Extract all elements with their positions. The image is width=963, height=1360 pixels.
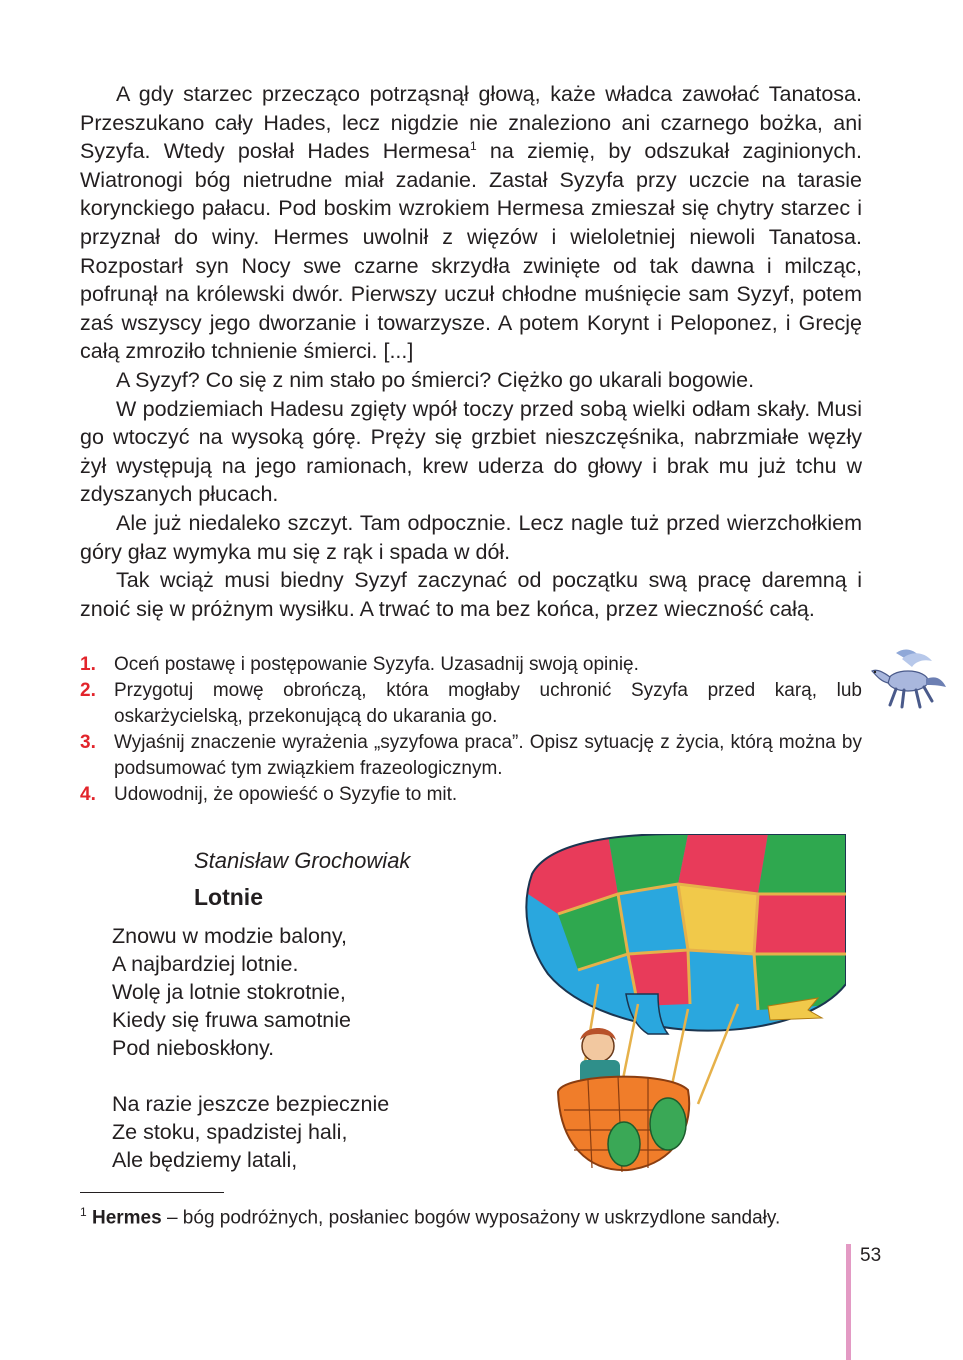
poem-stanza-2	[112, 1090, 502, 1174]
task-item	[80, 652, 862, 678]
poem-line: Ale będziemy latali,	[112, 1148, 298, 1172]
paragraph-4: Ale już niedaleko szczyt. Tam odpocznie. Lecz nagle tuż przed wierzchołkiem góry głaz wymyka mu się z rąk i spada w dół.	[80, 510, 862, 564]
footnote-text: – bóg podróżnych, posłaniec bogów wyposażony w uskrzydlone sandały.	[161, 1207, 781, 1229]
paragraph-3: W podziemiach Hadesu zgięty wpół toczy przed sobą wielki odłam skały. Musi go wtoczyć na wysoką górę. Pręży się grzbiet nieszczęśnika, nabrzmiałe węzły żył występują na jego ramionach, krew uderza do głowy i brak mu już tchu w zdyszanych płucach.	[80, 396, 862, 507]
task-item	[80, 782, 862, 808]
poem-line: Kiedy się fruwa samotnie	[112, 1008, 351, 1032]
footnote-reference[interactable]: 1	[469, 139, 477, 154]
paragraph-1-part-b: na ziemię, by odszukał zaginionych. Wiatronogi bóg nietrudne miał zadanie. Zastał Syzyfa przy uczcie na tarasie korynckiego pałacu. Pod boskim wzrokiem Hermesa zmieszał się chytry starzec i przyznał do winy. Hermes uwolnił z więzów i wieloletniej niewoli Tanatosa. Rozpostarł syn Nocy swe czarne skrzydła zwinięte od tak dawna i milcząc, pofrunął na królewski dwór. Pierwszy uczuł chłodne muśnięcie sam Syzyf, potem zaś wszyscy jego dworzanie i towarzysze. A potem Korynt i Peloponez, i Grecję całą zmroziło tchnienie śmierci. [...]	[80, 139, 862, 364]
poem-line: A najbardziej lotnie.	[112, 952, 299, 976]
paragraph-1-part-a: A gdy starzec przecząco potrząsnął głową, każe władca zawołać Tanatosa. Przeszukano cały Hades, lecz nigdzie nie znaleziono ani czarnego bożka, ani Syzyfa. Wtedy posłał Hades Hermesa	[80, 82, 862, 164]
task-item	[80, 730, 862, 782]
poem-stanza-1	[112, 922, 502, 1062]
myth-prose	[80, 80, 862, 623]
poem-author: Stanisław Grochowiak	[194, 848, 411, 873]
poem-title: Lotnie	[194, 884, 263, 910]
poem-line: Pod nieboskłony.	[112, 1036, 275, 1060]
footnote-term: Hermes	[91, 1207, 162, 1229]
task-text: Udowodnij, że opowieść o Syzyfie to mit.	[114, 784, 458, 805]
poem-line: Wolę ja lotnie stokrotnie,	[112, 980, 346, 1004]
task-text: Wyjaśnij znaczenie wyrażenia „syzyfowa praca”. Opisz sytuację z życia, którą można by podsumować tym związkiem frazeologicznym.	[114, 732, 862, 779]
page-number: 53	[860, 1245, 882, 1266]
hot-air-balloon-illustration	[518, 834, 846, 1178]
pegasus-icon	[866, 645, 948, 715]
poem-line: Ze stoku, spadzistej hali,	[112, 1120, 348, 1144]
footnote	[80, 1199, 880, 1231]
page-edge-bar	[846, 1244, 851, 1360]
paragraph-2: A Syzyf? Co się z nim stało po śmierci? Ciężko go ukarali bogowie.	[116, 367, 755, 392]
paragraph-1	[80, 80, 862, 366]
task-number: 4.	[80, 784, 96, 805]
task-number: 1.	[80, 654, 96, 675]
poem-line: Znowu w modzie balony,	[112, 924, 348, 948]
task-item	[80, 678, 862, 730]
task-text: Oceń postawę i postępowanie Syzyfa. Uzasadnij swoją opinię.	[114, 654, 639, 675]
task-text: Przygotuj mowę obrończą, która mogłaby uchronić Syzyfa przed karą, lub oskarżycielską, przekonującą do ukarania go.	[114, 680, 862, 727]
task-number: 2.	[80, 680, 96, 701]
footnote-divider	[80, 1192, 224, 1193]
task-number: 3.	[80, 732, 96, 753]
poem	[112, 846, 502, 1202]
task-list	[80, 652, 862, 808]
poem-line: Na razie jeszcze bezpiecznie	[112, 1092, 390, 1116]
footnote-mark: 1	[80, 1205, 87, 1219]
paragraph-5: Tak wciąż musi biedny Syzyf zaczynać od początku swą pracę daremną i znoić się w próżnym wysiłku. A trwać to ma bez końca, przez wieczność całą.	[80, 568, 862, 621]
